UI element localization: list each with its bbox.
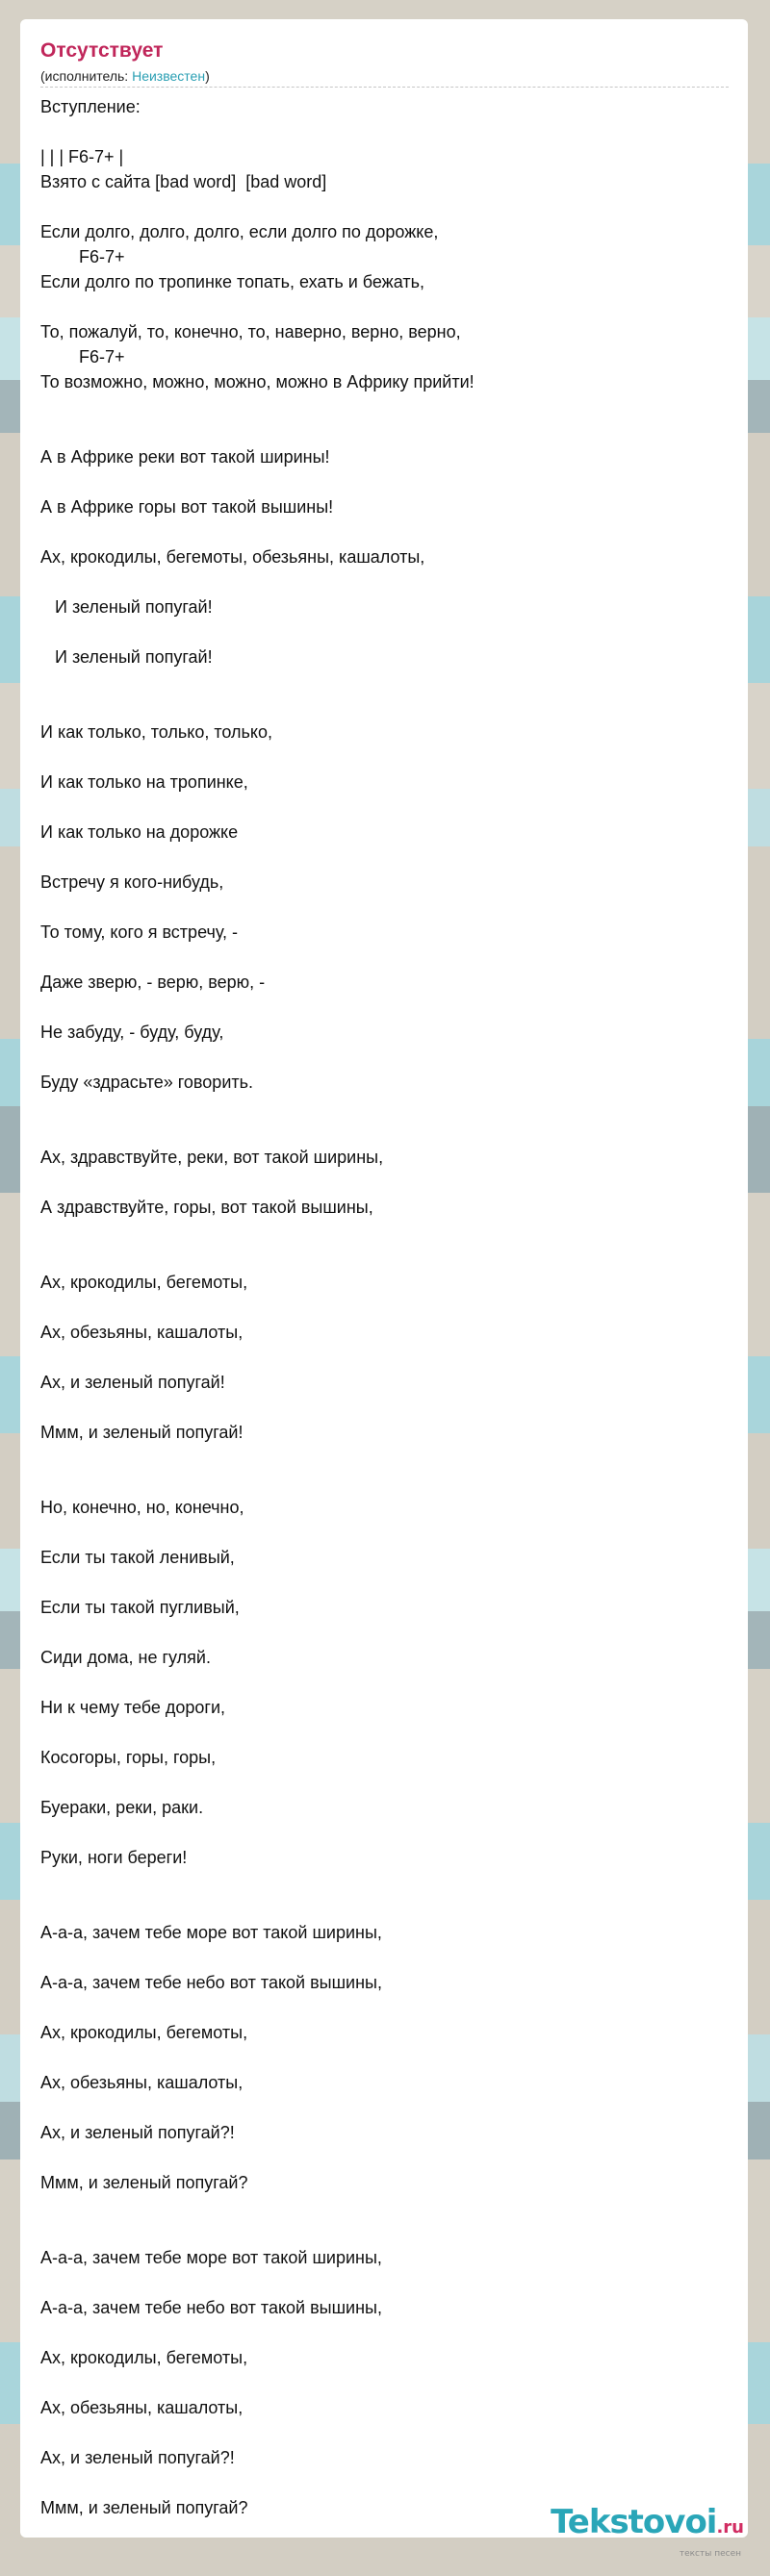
header-divider [40,87,729,88]
song-title: Отсутствует [40,39,164,62]
site-logo[interactable] [551,2503,744,2541]
lyrics-card [20,19,748,2538]
performer-link[interactable]: Неизвестен [132,68,206,84]
logo-domain: .ru [716,2517,744,2538]
performer-line [40,67,729,85]
performer-suffix: ) [205,68,210,84]
logo-name: Tekstovoi [551,2503,717,2541]
lyrics-text: Вступление: | | | F6-7+ | Взято с сайта [bad word] [bad word] Если долго, долго, долго, если долго по дорожке, F6-7+ Если долго по тропинке топать, ехать и бежать, То, пожалуй, то, конечно, то, наверно, верно, верно, F6-7+ То возможно, можно, можно, можно в Африку прийти! А в Африке реки вот такой ширины! А в Африке горы вот такой вышины! Ах, крокодилы, бегемоты, обезьяны, кашалоты, И зеленый попугай! И зеленый попугай! И как только, только, только, И как только на тропинке, И как только на дорожке Встречу я кого-нибудь, То тому, кого я встречу, - Даже зверю, - верю, верю, - Не забуду, - буду, буду, Буду «здрасьте» говорить. Ах, здравствуйте, реки, вот такой ширины, А здравствуйте, горы, вот такой вышины, Ах, крокодилы, бегемоты, Ах, обезьяны, кашалоты, Ах, и зеленый попугай! Ммм, и зеленый попугай! Но, конечно, но, конечно, Если ты такой ленивый, Если ты такой пугливый, Сиди дома, не гуляй. Ни к чему тебе дороги, Косогоры, горы, горы, Буераки, реки, раки. Руки, ноги береги! А-а-а, зачем тебе море вот такой ширины, А-а-а, зачем тебе небо вот такой вышины, Ах, крокодилы, бегемоты, Ах, обезьяны, кашалоты, Ах, и зеленый попугай?! Ммм, и зеленый попугай? А-а-а, зачем тебе море вот такой ширины, А-а-а, зачем тебе небо вот такой вышины, Ах, крокодилы, бегемоты, Ах, обезьяны, кашалоты, Ах, и зеленый попугай?! Ммм, и зеленый попугай? [40,97,475,2517]
performer-prefix: (исполнитель: [40,68,133,84]
logo-tagline: тексты песен [679,2549,741,2559]
